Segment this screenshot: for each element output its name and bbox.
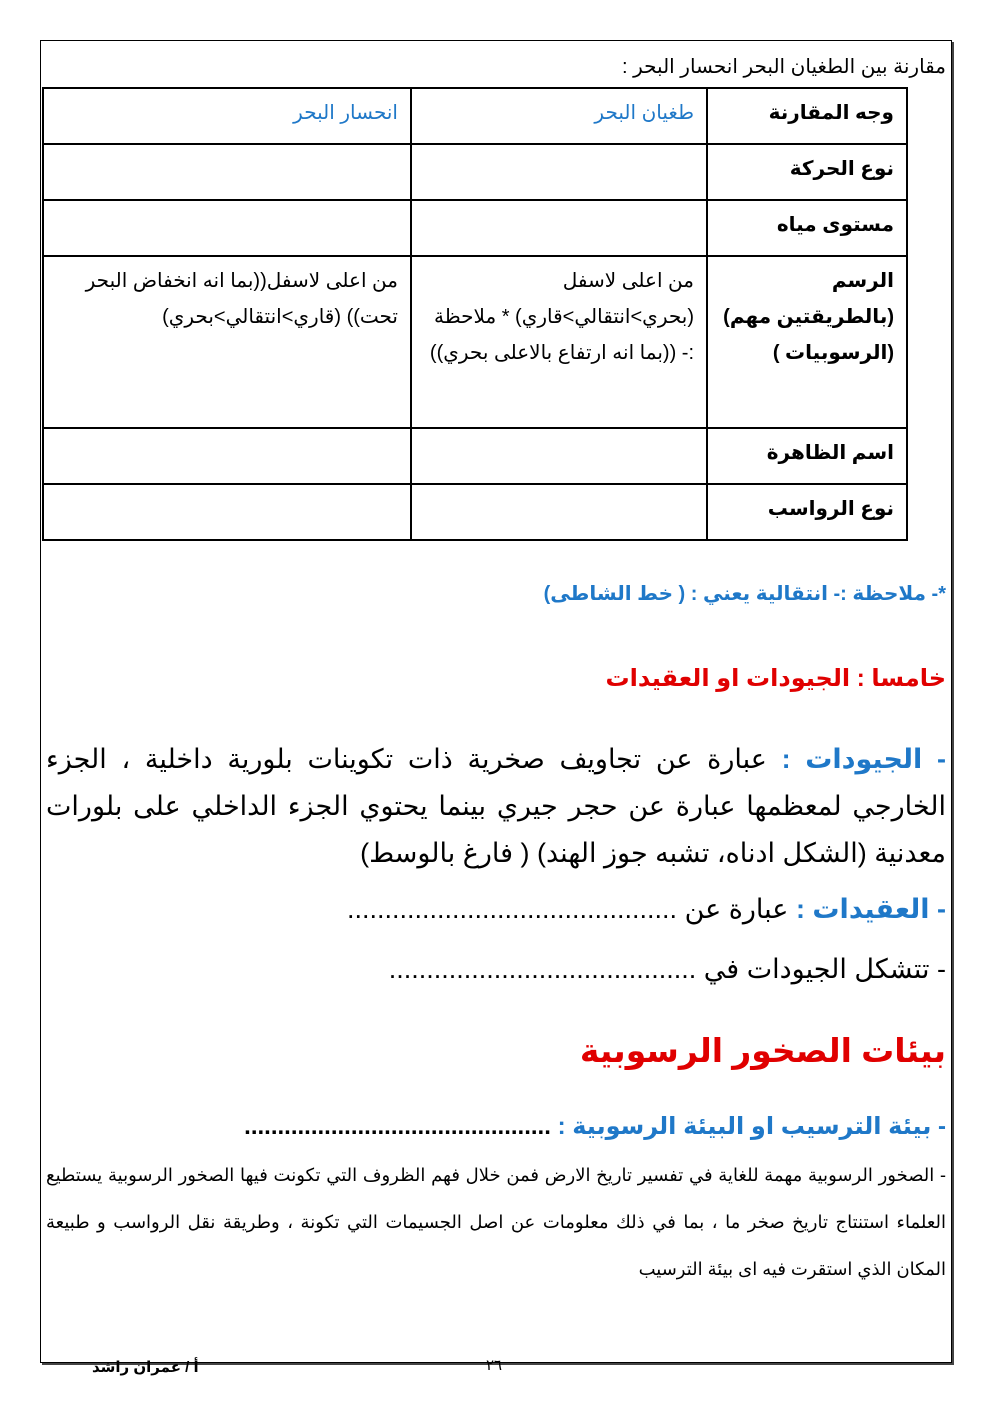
formation-text: - تتشكل الجيودات في <box>703 954 946 984</box>
table-cell <box>411 144 707 200</box>
deposition-term: - بيئة الترسيب او البيئة الرسوبية : <box>557 1113 946 1140</box>
table-cell <box>411 428 707 484</box>
closing-paragraph: - الصخور الرسوبية مهمة للغاية في تفسير تاريخ الارض فمن خلال فهم الظروف التي تكونت فيها الصخور الرسوبية يستطيع العلماء استنتاج تاريخ صخر ما ، بما في ذلك معلومات عن اصل الجسيمات التي تكونة ، وطريقة نقل الرواسب و طبيعة المكان الذي استقرت فيه اى بيئة الترسيب <box>46 1165 946 1279</box>
table-row <box>43 256 907 428</box>
section-five-title: خامسا : الجيودات او العقيدات <box>605 665 946 692</box>
deposition-blank: .............................................. <box>244 1113 551 1140</box>
table-row <box>43 200 907 256</box>
geodes-paragraph <box>46 736 946 877</box>
header-aspect: وجه المقارنة <box>707 88 907 144</box>
table-row <box>43 428 907 484</box>
table-cell <box>411 484 707 540</box>
formation-blank: ......................................... <box>388 954 697 984</box>
row-label: الرسم (بالطريقتين مهم)(الرسوبيات ) <box>707 256 907 428</box>
row-label: مستوى مياه <box>707 200 907 256</box>
nodules-term: - العقيدات : <box>795 894 946 924</box>
table-row <box>43 144 907 200</box>
geodes-term: - الجيودات : <box>781 744 946 774</box>
table-cell <box>411 200 707 256</box>
transitional-note: *- ملاحظة :- انتقالية يعني : ( خط الشاطى) <box>543 583 946 605</box>
table-cell <box>43 484 411 540</box>
deposition-line <box>244 1112 946 1141</box>
header-regression: انحسار البحر <box>43 88 411 144</box>
table-row <box>43 484 907 540</box>
nodules-blank: ............................................ <box>346 894 678 924</box>
sedimentary-environments-title: بيئات الصخور الرسوبية <box>579 1032 946 1069</box>
row-label: نوع الرواسب <box>707 484 907 540</box>
comparison-table <box>42 87 908 541</box>
geodes-definition: عبارة عن تجاويف صخرية ذات تكوينات بلورية داخلية ، الجزء الخارجي لمعظمها عبارة عن حجر جيري بينما يحتوي الجزء الداخلي على بلورات معدنية (الشكل ادناه، تشبه جوز الهند) ( فارغ بالوسط) <box>46 744 946 868</box>
page-number: ٢٦ <box>486 1357 503 1374</box>
nodules-line <box>347 894 946 925</box>
table-cell <box>43 144 411 200</box>
row-label: اسم الظاهرة <box>707 428 907 484</box>
header-transgression: طغيان البحر <box>411 88 707 144</box>
table-header-row <box>43 88 907 144</box>
formation-line <box>389 954 946 985</box>
table-cell <box>43 428 411 484</box>
comparison-intro: مقارنة بين الطغيان البحر انحسار البحر : <box>621 56 946 78</box>
table-cell: من اعلى لاسفل (بحري>انتقالي>قاري) * ملاحظة :- ((بما انه ارتفاع بالاعلى بحري)) <box>411 256 707 428</box>
row-label: نوع الحركة <box>707 144 907 200</box>
table-cell: من اعلى لاسفل((بما انه انخفاض البحر تحت)) (قاري>انتقالي>بحري) <box>43 256 411 428</box>
table-cell <box>43 200 411 256</box>
footer-author: أ / عمران راشد <box>92 1359 199 1376</box>
nodules-text: عبارة عن <box>684 894 789 924</box>
